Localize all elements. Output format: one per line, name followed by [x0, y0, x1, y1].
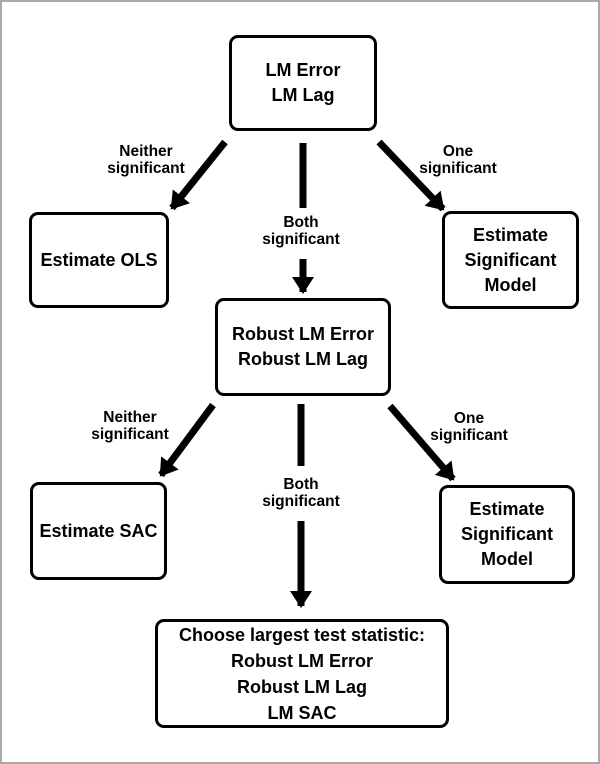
node-line: Robust LM Lag: [237, 676, 367, 697]
node-line: Estimate OLS: [40, 249, 158, 270]
node-line: Model: [481, 549, 533, 569]
node-line: Significant: [460, 524, 553, 544]
node-estimate-ols: [29, 212, 169, 308]
edge-label-line: significant: [262, 493, 340, 510]
edge-label-both-significant-bottom: [231, 476, 371, 510]
edge-label-line: Both: [283, 214, 319, 231]
edge-label-line: One: [453, 410, 485, 427]
node-line: Estimate: [469, 499, 545, 519]
edge-label-line: Neither: [119, 143, 173, 160]
node-line: Model: [484, 274, 537, 295]
edge-label-line: significant: [262, 231, 340, 248]
node-line: Choose largest test statistic:: [178, 624, 426, 645]
node-line: Robust LM Lag: [238, 349, 368, 369]
node-line: Estimate SAC: [39, 520, 158, 541]
node-line: Estimate: [472, 224, 549, 245]
node-line: LM SAC: [267, 702, 337, 723]
node-line: Robust LM Error: [232, 324, 374, 344]
node-choose-largest-test-statistic: [155, 619, 449, 728]
node-line: LM Lag: [271, 85, 335, 105]
edge-label-line: Neither: [103, 409, 157, 426]
node-line: Significant: [464, 249, 557, 270]
edge-label-line: significant: [419, 160, 497, 177]
node-estimate-sac: [30, 482, 167, 580]
edge-label-line: significant: [91, 426, 169, 443]
node-lm-error-lm-lag: [229, 35, 377, 131]
edge-label-line: One: [442, 143, 474, 160]
edge-label-neither-significant-bottom: [60, 409, 200, 443]
node-estimate-significant-model-top: [442, 211, 579, 309]
node-estimate-significant-model-bottom: [439, 485, 575, 584]
node-robust-lm-error-robust-lm-lag: [215, 298, 391, 396]
edge-label-neither-significant-top: [76, 143, 216, 177]
edge-label-both-significant-top: [231, 214, 371, 248]
node-line: Robust LM Error: [231, 650, 373, 671]
edge-label-line: significant: [430, 427, 508, 444]
edge-label-one-significant-bottom: [399, 410, 539, 444]
edge-label-line: significant: [107, 160, 185, 177]
edge-label-line: Both: [283, 476, 319, 493]
edge-label-one-significant-top: [388, 143, 528, 177]
node-line: LM Error: [265, 60, 341, 80]
